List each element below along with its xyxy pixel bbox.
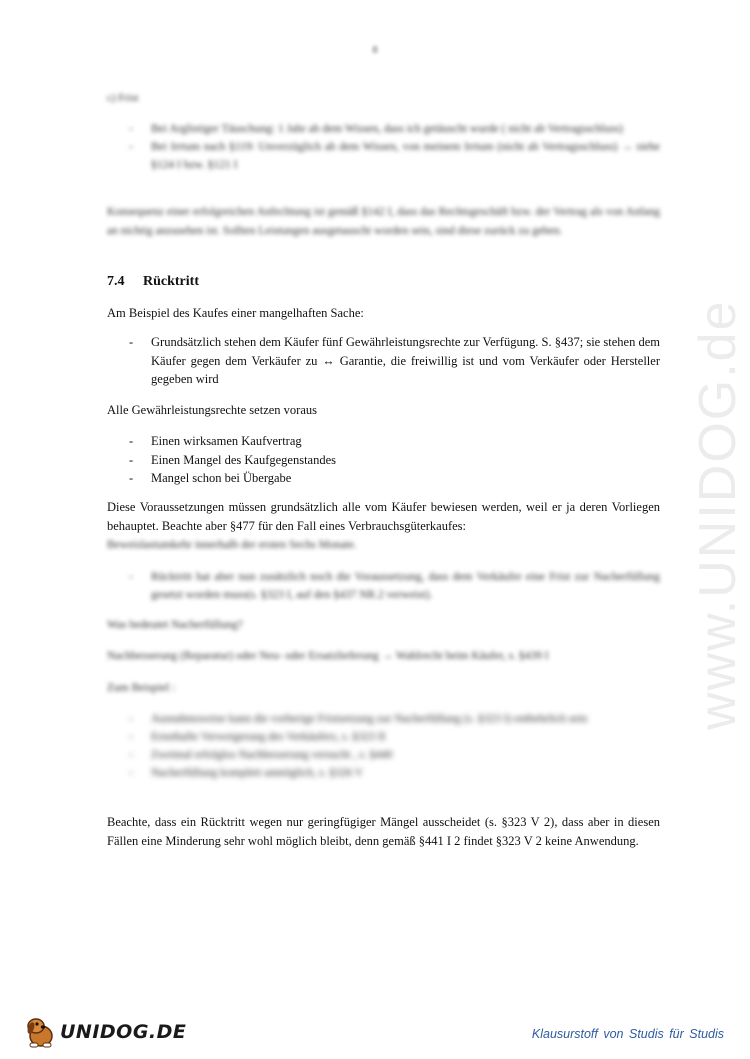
proof-paragraph: Diese Voraussetzungen müssen grundsätzlich alle vom Käufer bewiesen werden, weil er ja deren Vorliegen behauptet. Beachte aber §477 für den Fall eines Verbrauchsgüterkaufes:: [107, 500, 660, 533]
section-c-bullets: [107, 120, 660, 174]
dog-mascot-icon: [24, 1014, 58, 1050]
prereq-list: [107, 432, 660, 488]
section-title: Rücktritt: [143, 274, 199, 289]
footer-slogan: Klausurstoff von Studis für Studis: [531, 1027, 724, 1041]
question-text: Was bedeutet Nacherfüllung?: [107, 619, 243, 631]
list-item: - Bei Irrtum nach §119: Unverzüglich ab dem Wissen, von meinem Irrtum (nicht ab Vertragsschluss) → siehe §124 I bzw. §121 I: [129, 141, 660, 171]
proof-paragraph-blurred: Beweislastumkehr innerhalb der ersten Sechs Monate.: [107, 539, 357, 551]
list-item: - Ernsthafte Verweigerung des Verkäufers, s. §323 II: [129, 731, 386, 743]
list-item: - Rücktritt hat aber nun zusätzlich noch die Voraussetzung, dass dem Verkäufer eine Frist zur Nacherfüllung gesetzt worden muss(s. §323 I, auf den §437 NR.2 verweist).: [129, 571, 660, 601]
footer-logo-text: UNIDOG.DE: [60, 1021, 187, 1043]
list-item: - Grundsätzlich stehen dem Käufer fünf Gewährleistungsrechte zur Verfügung. S. §437; sie stehen dem Käufer gegen dem Verkäufer zu ↔ Garantie, die freiwillig ist und vom Verkäufer oder Hersteller gegeben wird: [129, 335, 660, 386]
list-item: - Bei Arglistiger Täuschung: 1 Jahr ab dem Wissen, dass ich getäuscht wurde ( nicht ab Vertragsschluss): [129, 123, 624, 135]
footer-logo: [24, 1014, 186, 1050]
page-number: 8: [372, 44, 378, 56]
closing-paragraph: Beachte, dass ein Rücktritt wegen nur geringfügiger Mängel ausscheidet (s. §323 V 2), dass aber in diesen Fällen eine Minderung sehr wohl möglich bleibt, denn gemäß §441 I 2 findet §323 V 2 keine Anwendung.: [107, 815, 660, 848]
list-item: - Ausnahmsweise kann die vorherige Fristsetzung zur Nacherfüllung (s. §323 I) entbehrlich sein: [129, 713, 588, 725]
prereq-intro: Alle Gewährleistungsrechte setzen voraus: [107, 403, 317, 417]
answer-text: Nachbesserung (Reparatur) oder Neu- oder Ersatzlieferung → Wahlrecht beim Käufer, s. §439 I: [107, 650, 549, 662]
watermark: www.UNIDOG.de: [689, 299, 747, 730]
example-list: [107, 710, 660, 782]
example-label: Zum Beispiel :: [107, 682, 176, 694]
section-c-label: c) Frist: [107, 92, 139, 104]
section-c-paragraph: Konsequenz einer erfolgreichen Anfechtung ist gemäß §142 I, dass das Rechtsgeschäft bzw. der Vertrag als von Anfang an nichtig anzusehen ist. Sollten Leistungen ausgetauscht worden sein, sind diese zurück zu geben.: [107, 206, 660, 237]
section-number: 7.4: [107, 274, 125, 289]
list-item: - Einen wirksamen Kaufvertrag: [129, 434, 302, 448]
list-item: - Nacherfüllung komplett unmöglich, s. §326 V: [129, 767, 364, 779]
list-item: - Zweimal erfolglos Nachbesserung versucht , s. §440: [129, 749, 393, 761]
ruecktritt-bullet: [107, 568, 660, 604]
list-item: - Einen Mangel des Kaufgegenstandes: [129, 452, 337, 467]
list-item: - Mangel schon bei Übergabe: [129, 471, 292, 485]
intro-text: Am Beispiel des Kaufes einer mangelhaften Sache:: [107, 306, 364, 320]
main-bullet-list: [107, 333, 660, 389]
section-heading: [107, 274, 199, 290]
